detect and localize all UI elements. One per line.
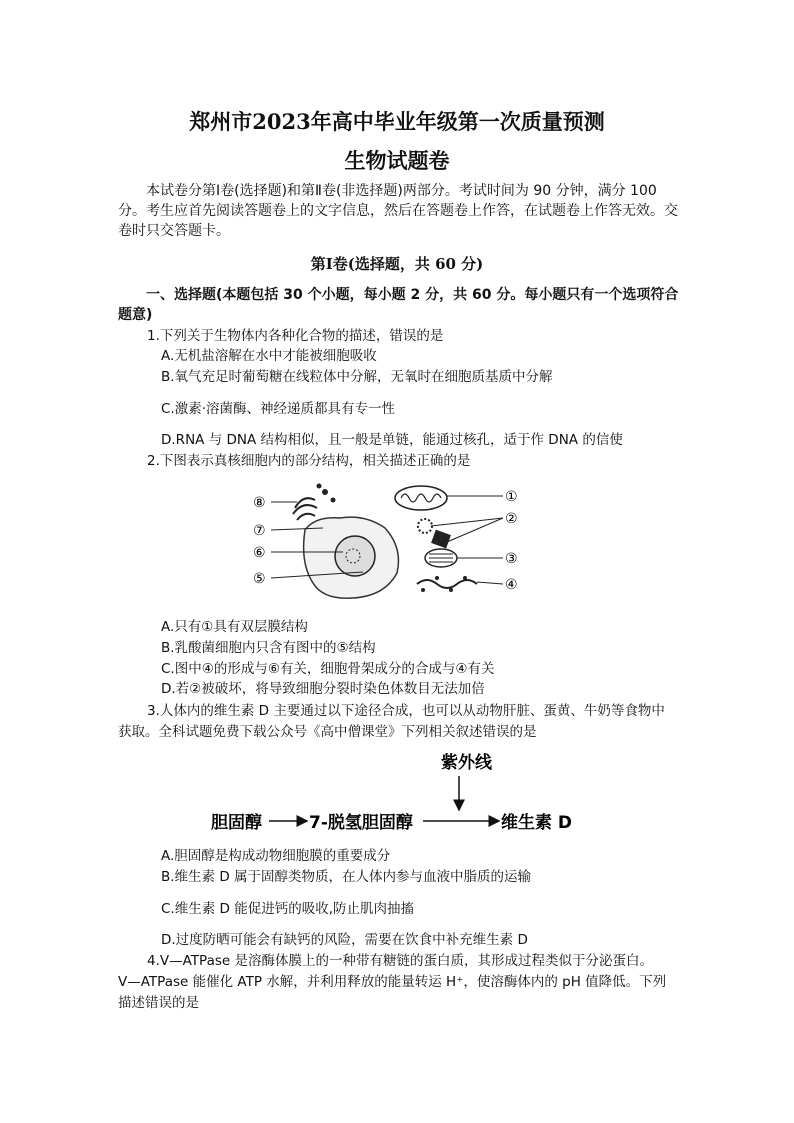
figure-label-4: ④ [505, 577, 518, 593]
exam-intro: 本试卷分第Ⅰ卷(选择题)和第Ⅱ卷(非选择题)两部分。考试时间为 90 分钟，满分 100 分。考生应首先阅读答题卷上的文字信息，然后在答题卷上作答，在试题卷上作答无效。交卷时只交答题卡。 [118, 183, 678, 239]
q1-stem: 1.下列关于生物体内各种化合物的描述，错误的是 [147, 328, 444, 344]
pathway-node-vitamin-d: 维生素 D [501, 813, 573, 833]
part-header: 一、选择题(本题包括 30 个小题，每小题 2 分，共 60 分。每小题只有一个选项符合题意) [118, 287, 679, 323]
q3-stem-line1: 3.人体内的维生素 D 主要通过以下途径合成，也可以从动物肝脏、蛋黄、牛奶等食物中 [147, 703, 665, 719]
figure-label-5: ⑤ [253, 571, 266, 587]
q3-option-b: B.维生素 D 属于固醇类物质，在人体内参与血液中脂质的运输 [161, 869, 532, 885]
q3-stem-line2: 获取。全科试题免费下载公众号《高中僧课堂》下列相关叙述错误的是 [118, 724, 537, 740]
q4-stem-line1: 4.V—ATPase 是溶酶体膜上的一种带有糖链的蛋白质，其形成过程类似于分泌蛋白。 [147, 953, 653, 969]
pathway-node-dehydrocholesterol: 7-脱氢胆固醇 [309, 813, 413, 833]
golgi-shape [293, 498, 317, 520]
q1-option-a: A.无机盐溶解在水中才能被细胞吸收 [161, 348, 377, 364]
q1-option-b: B.氧气充足时葡萄糖在线粒体中分解，无氧时在细胞质基质中分解 [161, 369, 553, 385]
nucleus-shape [335, 536, 375, 576]
pathway-condition-label: 紫外线 [441, 753, 492, 773]
pathway-node-cholesterol: 胆固醇 [211, 813, 262, 833]
q4-stem-line2: V—ATPase 能催化 ATP 水解，并利用释放的能量转运 H⁺，使溶酶体内的 pH 值降低。下列 [118, 974, 667, 990]
q2-option-d: D.若②被破坏，将导致细胞分裂时染色体数目无法加倍 [161, 681, 485, 697]
exam-subtitle: 生物试题卷 [344, 148, 450, 173]
q1-option-c: C.激素·溶菌酶、神经递质都具有专一性 [161, 401, 396, 417]
q3-option-d: D.过度防晒可能会有缺钙的风险，需要在饮食中补充维生素 D [161, 932, 528, 948]
figure-label-6: ⑥ [253, 545, 266, 561]
er-shape [417, 580, 477, 588]
figure-label-1: ① [505, 489, 518, 505]
q3-option-a: A.胆固醇是构成动物细胞膜的重要成分 [161, 848, 391, 864]
q4-stem-line3: 描述错误的是 [118, 995, 199, 1011]
cell-structure-figure [245, 478, 535, 608]
q2-option-a: A.只有①具有双层膜结构 [161, 619, 308, 635]
chloroplast-shape [425, 549, 457, 567]
mitochondrion-shape [395, 486, 447, 510]
figure-label-3: ③ [505, 551, 518, 567]
centrosome-shape [418, 519, 451, 548]
q2-option-b: B.乳酸菌细胞内只含有图中的⑤结构 [161, 640, 376, 656]
figure-label-7: ⑦ [253, 523, 266, 539]
q2-stem: 2.下图表示真核细胞内的部分结构，相关描述正确的是 [147, 453, 471, 469]
figure-label-8: ⑧ [253, 495, 266, 511]
q3-option-c: C.维生素 D 能促进钙的吸收,防止肌肉抽搐 [161, 901, 414, 917]
exam-title: 郑州市2023年高中毕业年级第一次质量预测 [189, 109, 605, 134]
q1-option-d: D.RNA 与 DNA 结构相似，且一般是单链，能通过核孔，适于作 DNA 的信使 [161, 432, 623, 448]
vitamin-d-pathway [205, 748, 605, 840]
figure-label-2: ② [505, 511, 518, 527]
q2-option-c: C.图中④的形成与⑥有关，细胞骨架成分的合成与④有关 [161, 661, 495, 677]
section-title: 第Ⅰ卷(选择题，共 60 分) [310, 255, 484, 273]
